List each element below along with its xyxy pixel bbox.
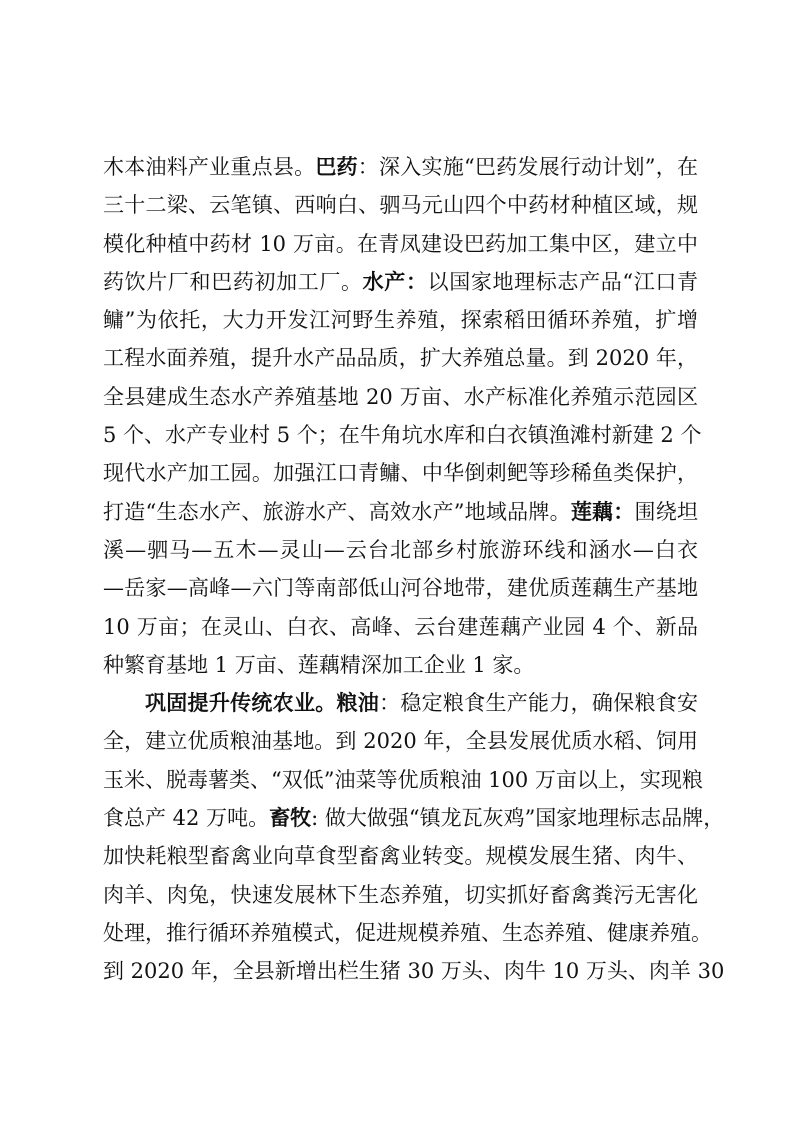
body-text: 鳙”为依托，大力开发江河野生养殖，探索稻田循环养殖，扩增 [103,308,698,333]
body-text: 5 个、水产专业村 5 个；在牛角坑水库和白衣镇渔滩村新建 2 个 [103,423,702,448]
body-text: 现代水产加工园。加强江口青鳙、中华倒刺鲃等珍稀鱼类保护， [103,461,698,486]
text-line [103,914,712,952]
body-text: ：深入实施“巴药发展行动计划”，在 [357,155,698,179]
body-text: 三十二梁、云笔镇、西响白、驷马元山四个中药材种植区域，规 [103,193,698,218]
body-text: 全，建立优质粮油基地。到 2020 年，全县发展优质水稻、饲用 [103,729,698,754]
body-text: 工程水面养殖，提升水产品品质，扩大养殖总量。到 2020 年， [103,346,698,371]
document-body [103,148,725,991]
text-line [103,684,698,722]
text-line [103,186,698,224]
bold-heading-text: 畜牧 [269,806,312,831]
body-text: 全县建成生态水产养殖基地 20 万亩、水产标准化养殖示范园区 [103,384,698,409]
body-text: 打造“生态水产、旅游水产、高效水产”地域品牌。 [103,499,571,524]
text-line [103,263,698,301]
body-text: 溪—驷马—五木—灵山—云台北部乡村旅游环线和涵水—白衣 [103,537,698,562]
body-text: 食总产 42 万吨。 [103,806,270,831]
body-text: 以国家地理标志产品“江口青 [427,269,698,294]
text-line [103,493,698,531]
bold-heading-text: 巩固提升传统农业。粮油 [145,691,380,716]
text-line [103,301,698,339]
text-line [103,454,698,492]
body-text: 加快耗粮型畜禽业向草食型畜禽业转变。规模发展生猪、肉牛、 [103,844,698,869]
text-line [103,876,698,914]
body-text: 木本油料产业重点县。 [103,155,316,179]
text-line [103,569,698,607]
text-line [103,339,698,377]
body-text: 肉羊、肉兔，快速发展林下生态养殖，切实抓好畜禽粪污无害化 [103,882,698,907]
text-line [103,608,698,646]
body-text: 处理，推行循环养殖模式，促进规模养殖、生态养殖、健康养殖。 [103,920,712,945]
bold-heading-text: 莲藕： [570,499,635,524]
body-text: ：稳定粮食生产能力，确保粮食安 [379,691,699,716]
body-text: 种繁育基地 1 万亩、莲藕精深加工企业 1 家。 [103,652,535,677]
body-text: : 做大做强“镇龙瓦灰鸡”国家地理标志品牌， [311,806,725,831]
bold-heading-text: 巴药 [315,155,358,179]
body-text: 玉米、脱毒薯类、“双低”油菜等优质粮油 100 万亩以上，实现粮 [103,767,703,792]
text-line [103,531,698,569]
body-text: 10 万亩；在灵山、白衣、高峰、云台建莲藕产业园 4 个、新品 [103,614,698,639]
text-line [103,646,698,684]
text-line [103,761,703,799]
text-line [103,148,698,186]
text-line [103,378,698,416]
body-text: 药饮片厂和巴药初加工厂。 [103,269,363,294]
text-line [103,952,725,990]
text-line [103,837,698,875]
text-line [103,722,698,760]
text-line [103,799,725,837]
body-text: 到 2020 年，全县新增出栏生猪 30 万头、肉牛 10 万头、肉羊 30 [103,959,725,984]
body-text: 模化种植中药材 10 万亩。在青凤建设巴药加工集中区，建立中 [103,231,698,256]
text-line [103,225,698,263]
body-text: —岳家—高峰—六门等南部低山河谷地带，建优质莲藕生产基地 [103,576,698,601]
body-text: 围绕坦 [634,499,698,524]
bold-heading-text: 水产： [362,269,428,294]
text-line [103,416,702,454]
